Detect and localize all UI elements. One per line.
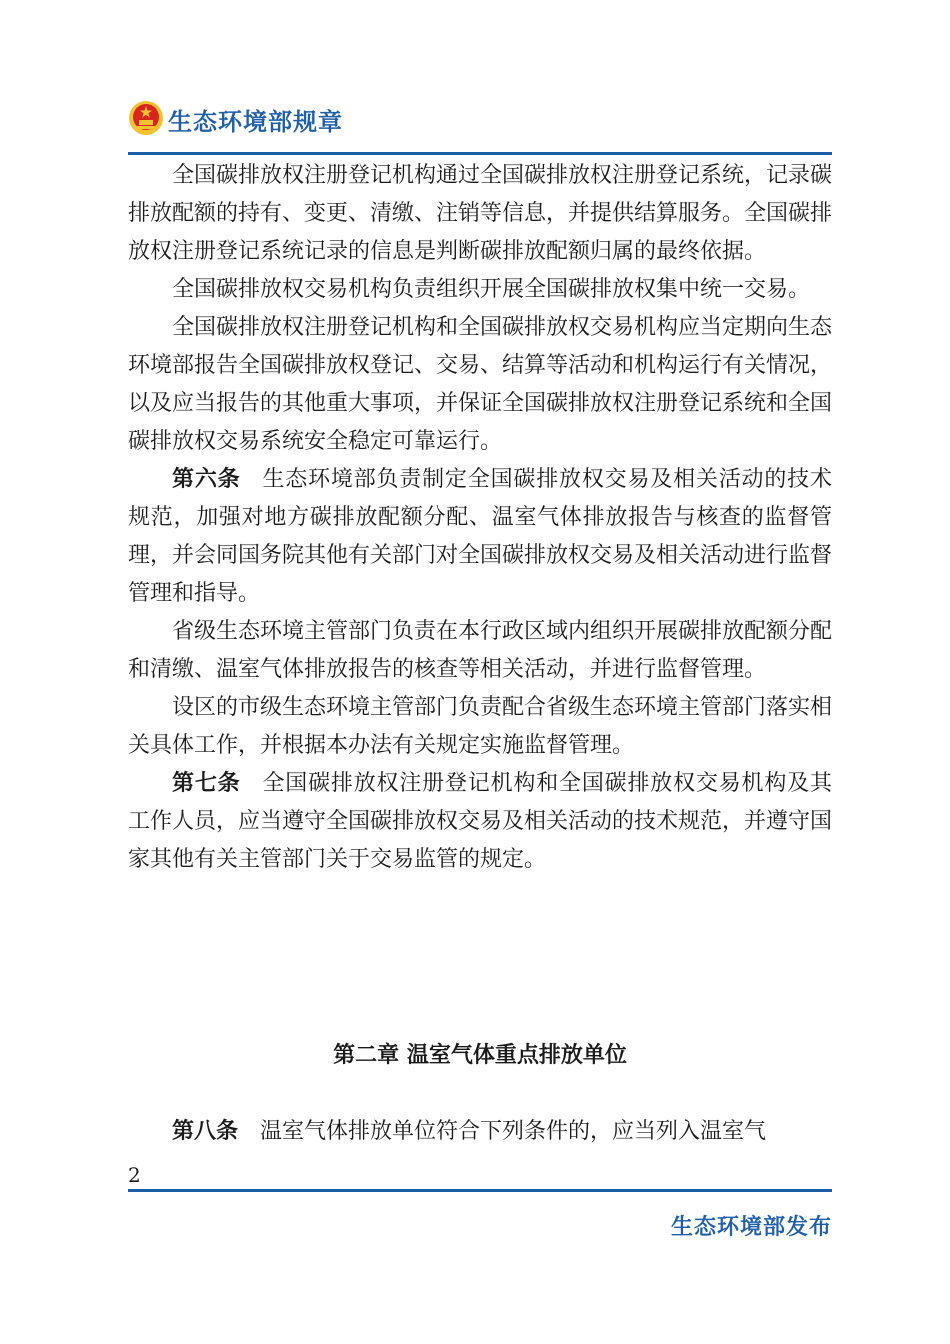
- paragraph: 全国碳排放权注册登记机构和全国碳排放权交易机构应当定期向生态环境部报告全国碳排放权登记、交易、结算等活动和机构运行有关情况，以及应当报告的其他重大事项，并保证全国碳排放权注册登记系统和全国碳排放权交易系统安全稳定可靠运行。: [128, 315, 833, 454]
- article-7: 第七条 全国碳排放权注册登记机构和全国碳排放权交易机构及其工作人员，应当遵守全国碳排放权交易及相关活动的技术规范，并遵守国家其他有关主管部门关于交易监管的规定。: [128, 771, 833, 872]
- footer-publisher: 生态环境部发布: [670, 1215, 832, 1240]
- article-label: 第七条: [172, 771, 241, 796]
- chapter-heading: 第二章 温室气体重点排放单位: [333, 1043, 627, 1068]
- header-divider: [128, 152, 832, 155]
- paragraph: 设区的市级生态环境主管部门负责配合省级生态环境主管部门落实相关具体工作，并根据本办法有关规定实施监督管理。: [128, 695, 833, 758]
- header-title: 生态环境部规章: [168, 108, 343, 136]
- article-label: 第六条: [172, 467, 241, 492]
- article-8-block: [128, 1113, 832, 1151]
- page-number: 2: [128, 1163, 141, 1187]
- paragraph: 全国碳排放权注册登记机构通过全国碳排放权注册登记系统，记录碳排放配额的持有、变更、清缴、注销等信息，并提供结算服务。全国碳排放权注册登记系统记录的信息是判断碳排放配额归属的最终依据。: [128, 163, 833, 264]
- article-6: 第六条 生态环境部负责制定全国碳排放权交易及相关活动的技术规范，加强对地方碳排放配额分配、温室气体排放报告与核查的监督管理，并会同国务院其他有关部门对全国碳排放权交易及相关活动进行监督管理和指导。: [128, 467, 833, 606]
- paragraph: 省级生态环境主管部门负责在本行政区域内组织开展碳排放配额分配和清缴、温室气体排放报告的核查等相关活动，并进行监督管理。: [128, 619, 833, 682]
- page-header: [128, 96, 832, 148]
- national-emblem-icon: [128, 100, 164, 136]
- article-label: 第八条: [172, 1119, 239, 1144]
- footer-divider: [128, 1189, 832, 1192]
- body-text: [128, 157, 832, 879]
- paragraph: 全国碳排放权交易机构负责组织开展全国碳排放权集中统一交易。: [172, 277, 811, 302]
- article-8: 第八条 温室气体排放单位符合下列条件的，应当列入温室气: [172, 1119, 767, 1144]
